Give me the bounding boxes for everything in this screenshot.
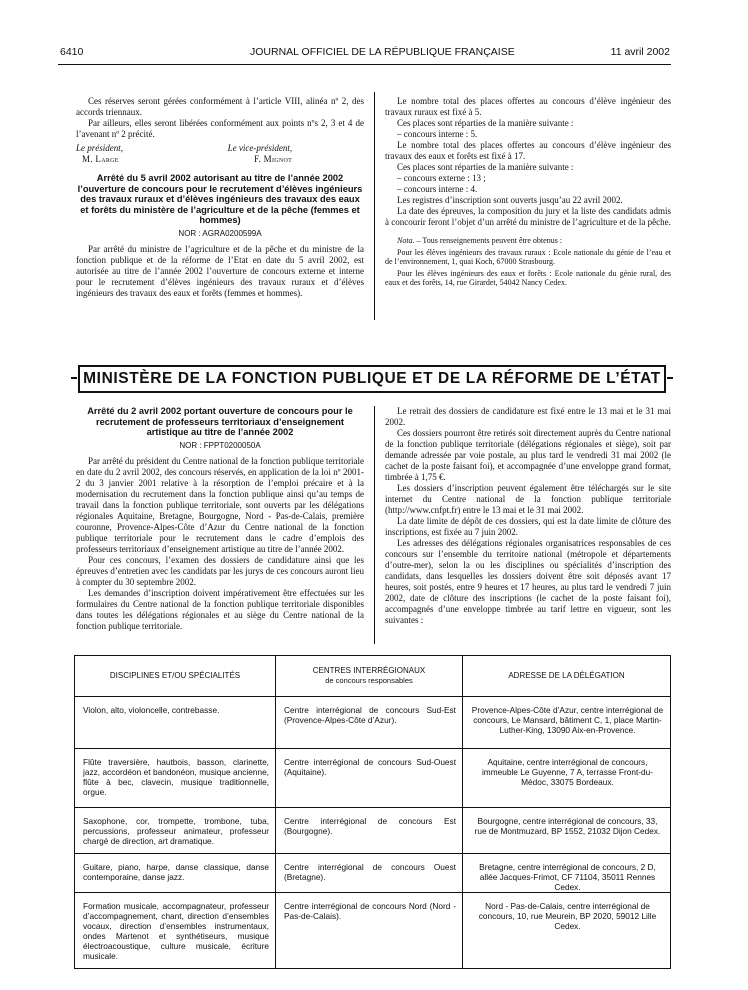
paragraph: Ces dossiers pourront être retirés soit directement auprès du Centre national de la fonction publique territoriale (délégations régionales et siège), soit par demande adressée par voie postale, au plus tard le vendredi 31 mai 2002 (le cachet de la poste faisant foi), et accompagnée d’une enveloppe grand format, timbrée à 1,75 €. bbox=[385, 428, 671, 482]
table-row bbox=[75, 697, 671, 749]
paragraph: Les demandes d’inscription doivent impérativement être effectuées sur les formulaires du Centre national de la fonction publique territoriale disponibles dans toutes les délégations régionales et au siège du Centre national de la fonction publique territoriale. bbox=[76, 587, 364, 631]
discipline-cell: Flûte traversière, hautbois, basson, clarinette, jazz, accordéon et bandonéon, musique ancienne, flûte à bec, clavecin, musique traditionnelle, orgue. bbox=[75, 749, 276, 808]
right-column-top bbox=[385, 96, 671, 290]
address-cell: Aquitaine, centre interrégional de concours, immeuble Le Guyenne, 7 A, terrasse Front-du-Médoc, 33075 Bordeaux. bbox=[463, 749, 671, 808]
issue-date: 11 avril 2002 bbox=[610, 46, 670, 58]
signatures bbox=[76, 143, 364, 165]
paragraph: Ces places sont réparties de la manière suivante : bbox=[397, 118, 574, 128]
table-row bbox=[75, 854, 671, 893]
centre-cell: Centre interrégional de concours Est (Bourgogne). bbox=[276, 808, 463, 854]
column-divider bbox=[374, 406, 375, 644]
column-header bbox=[276, 656, 463, 697]
discipline-cell: Violon, alto, violoncelle, contrebasse. bbox=[75, 697, 276, 749]
ministry-banner bbox=[78, 365, 666, 393]
nor-reference: NOR : FPPT0200050A bbox=[179, 440, 261, 450]
header-rule bbox=[58, 64, 671, 65]
ministry-title: MINISTÈRE DE LA FONCTION PUBLIQUE ET DE LA RÉFORME DE L’ÉTAT bbox=[83, 370, 661, 387]
discipline-cell: Formation musicale, accompagnateur, professeur d’accompagnement, chant, direction d’ensembles vocaux, direction d’ensembles instrumentaux, ondes Martenot et synthétiseurs, musique électroacoustique, culture musicale, écriture musicale. bbox=[75, 893, 276, 969]
page-number: 6410 bbox=[60, 46, 84, 58]
paragraph: Les registres d’inscription sont ouverts jusqu’au 22 avril 2002. bbox=[397, 195, 623, 205]
signatory-title: Le vice-président, bbox=[227, 143, 293, 153]
left-column-top bbox=[76, 96, 364, 299]
address-cell: Nord - Pas-de-Calais, centre interrégional de concours, 10, rue Meurein, BP 2020, 59012 Lille Cedex. bbox=[463, 893, 671, 969]
centre-cell: Centre interrégional de concours Sud-Ouest (Aquitaine). bbox=[276, 749, 463, 808]
column-header-sub: de concours responsables bbox=[325, 676, 413, 685]
paragraph: Le nombre total des places offertes au concours d’élève ingénieur des travaux des eaux et forêts est fixé à 17. bbox=[385, 140, 671, 161]
paragraph: – concours interne : 5. bbox=[397, 129, 478, 139]
paragraph: Les dossiers d’inscription peuvent également être téléchargés sur le site internet du Centre national de la fonction publique territoriale (http://www.cnfpt.fr) entre le 13 mai et le 31 mai 2002. bbox=[385, 483, 671, 515]
table-row bbox=[75, 893, 671, 969]
paragraph: La date limite de dépôt de ces dossiers, qui est la date limite de clôture des inscriptions, est fixée au 7 juin 2002. bbox=[385, 516, 671, 537]
journal-title: JOURNAL OFFICIEL DE LA RÉPUBLIQUE FRANÇAISE bbox=[250, 46, 515, 58]
nota-intro: – Tous renseignements peuvent être obtenus : bbox=[414, 236, 563, 245]
discipline-cell: Guitare, piano, harpe, danse classique, danse contemporaine, danse jazz. bbox=[75, 854, 276, 893]
arrete-title: Arrêté du 2 avril 2002 portant ouverture de concours pour le recrutement de professeurs territoriaux d’enseignement artistique au titre de l’année 2002 bbox=[87, 406, 353, 437]
nota-item: Pour les élèves ingénieurs des travaux ruraux : Ecole nationale du génie de l’eau et de l’environnement, 1, quai Koch, 67000 Strasbourg. bbox=[385, 247, 671, 266]
paragraph: Par ailleurs, elles seront libérées conformément aux points nºs 2, 3 et 4 de l’avenant nº 2 précité. bbox=[76, 118, 364, 139]
signatory-name: F. Mignot bbox=[253, 154, 293, 164]
paragraph: Ces places sont réparties de la manière suivante : bbox=[397, 162, 574, 172]
right-column-bottom bbox=[385, 406, 671, 626]
nota bbox=[385, 236, 671, 288]
paragraph: – concours externe : 13 ; bbox=[397, 173, 486, 183]
address-cell: Bourgogne, centre interrégional de concours, 33, rue de Montmuzard, BP 1552, 21032 Dijon Cedex. bbox=[463, 808, 671, 854]
nota-item: Pour les élèves ingénieurs des eaux et forêts : Ecole nationale du génie rural, des eaux et des forêts, 14, rue Girardet, 54042 Nancy Cedex. bbox=[385, 268, 671, 287]
nota-label: Nota. bbox=[397, 236, 415, 245]
table-row bbox=[75, 749, 671, 808]
column-divider bbox=[374, 92, 375, 320]
column-header: ADRESSE DE LA DÉLÉGATION bbox=[463, 656, 671, 697]
address-cell: Provence-Alpes-Côte d’Azur, centre interrégional de concours, Le Mansard, bâtiment C, 1, place Martin-Luther-King, 13090 Aix-en-Provence. bbox=[463, 697, 671, 749]
nor-reference: NOR : AGRA0200599A bbox=[178, 228, 262, 238]
table-row bbox=[75, 808, 671, 854]
column-header: DISCIPLINES ET/OU SPÉCIALITÉS bbox=[75, 656, 276, 697]
address-cell: Bretagne, centre interrégional de concours, 2 D, allée Jacques-Frimot, CF 71104, 35011 Rennes Cedex. bbox=[463, 854, 671, 893]
paragraph: Pour ces concours, l’examen des dossiers de candidature ainsi que les épreuves d’entretien avec les candidats par les jurys de ces concours auront lieu à compter du 30 septembre 2002. bbox=[76, 554, 364, 587]
paragraph: Par arrêté du président du Centre national de la fonction publique territoriale en date du 2 avril 2002, des concours réservés, en application de la loi nº 2001-2 du 3 janvier 2001 relative à la résorption de l’emploi précaire et à la modernisation du recrutement dans la fonction publique ainsi qu’au temps de travail dans la fonction publique territoriale, sont ouverts par les délégations régionales Aquitaine, Bretagne, Bourgogne, Nord - Pas-de-Calais, première couronne, Provence-Alpes-Côte d’Azur du Centre national de la fonction publique territoriale pour le recrutement dans le cadre d’emplois des professeurs territoriaux d’enseignement artistique au titre de l’année 2002. bbox=[76, 455, 364, 554]
paragraph: Le retrait des dossiers de candidature est fixé entre le 13 mai et le 31 mai 2002. bbox=[385, 406, 671, 427]
paragraph: Les adresses des délégations régionales organisatrices responsables de ces concours sur l’ensemble du territoire national (métropole et départements d’outre-mer), selon la ou les disciplines ou spécialités d’inscription des candidats, dans lesquelles les dossiers doivent être soit déposés avant 17 heures, soit postés, entre 9 heures et 17 heures, au plus tard le vendredi 7 juin 2002, date de clôture des inscriptions (le cachet de la poste faisant foi), accompagnés d’une enveloppe timbrée au tarif lettre en vigueur, sont les suivantes : bbox=[385, 538, 671, 625]
paragraph: Par arrêté du ministre de l’agriculture et de la pêche et du ministre de la fonction publique et de la réforme de l’Etat en date du 5 avril 2002, est autorisée au titre de l’année 2002 l’ouverture de concours externe et interne pour le recrutement d’élèves ingénieurs des travaux ruraux et d’élèves ingénieurs des travaux des eaux et forêts (femmes et hommes). bbox=[76, 243, 364, 298]
signatory-title: Le président, bbox=[76, 143, 123, 153]
centre-cell: Centre interrégional de concours Nord (Nord - Pas-de-Calais). bbox=[276, 893, 463, 969]
arrete-title: Arrêté du 5 avril 2002 autorisant au titre de l’année 2002 l’ouverture de concours pour le recrutement d’élèves ingénieurs des travaux ruraux et d’élèves ingénieurs des travaux des eaux et forêts du ministère de l’agriculture et de la pêche (femmes et hommes) bbox=[77, 173, 363, 225]
table-header-row bbox=[75, 656, 671, 697]
page-header bbox=[60, 46, 670, 60]
paragraph: La date des épreuves, la composition du jury et la liste des candidats admis à concourir feront l’objet d’un arrêté du ministre de l’agriculture et de la pêche. bbox=[385, 206, 671, 227]
paragraph: Ces réserves seront gérées conformément à l’article VIII, alinéa nº 2, des accords triennaux. bbox=[76, 96, 364, 117]
centre-cell: Centre interrégional de concours Ouest (Bretagne). bbox=[276, 854, 463, 893]
column-header-main: CENTRES INTERRÉGIONAUX bbox=[312, 666, 426, 675]
centre-cell: Centre interrégional de concours Sud-Est (Provence-Alpes-Côte d’Azur). bbox=[276, 697, 463, 749]
paragraph: Le nombre total des places offertes au concours d’élève ingénieur des travaux ruraux est fixé à 5. bbox=[385, 96, 671, 117]
delegations-table bbox=[74, 655, 671, 969]
left-column-bottom bbox=[76, 406, 364, 632]
paragraph: – concours interne : 4. bbox=[397, 184, 478, 194]
discipline-cell: Saxophone, cor, trompette, trombone, tuba, percussions, professeur animateur, professeur chargé de direction, art dramatique. bbox=[75, 808, 276, 854]
signatory-name: M. Large bbox=[82, 154, 119, 164]
